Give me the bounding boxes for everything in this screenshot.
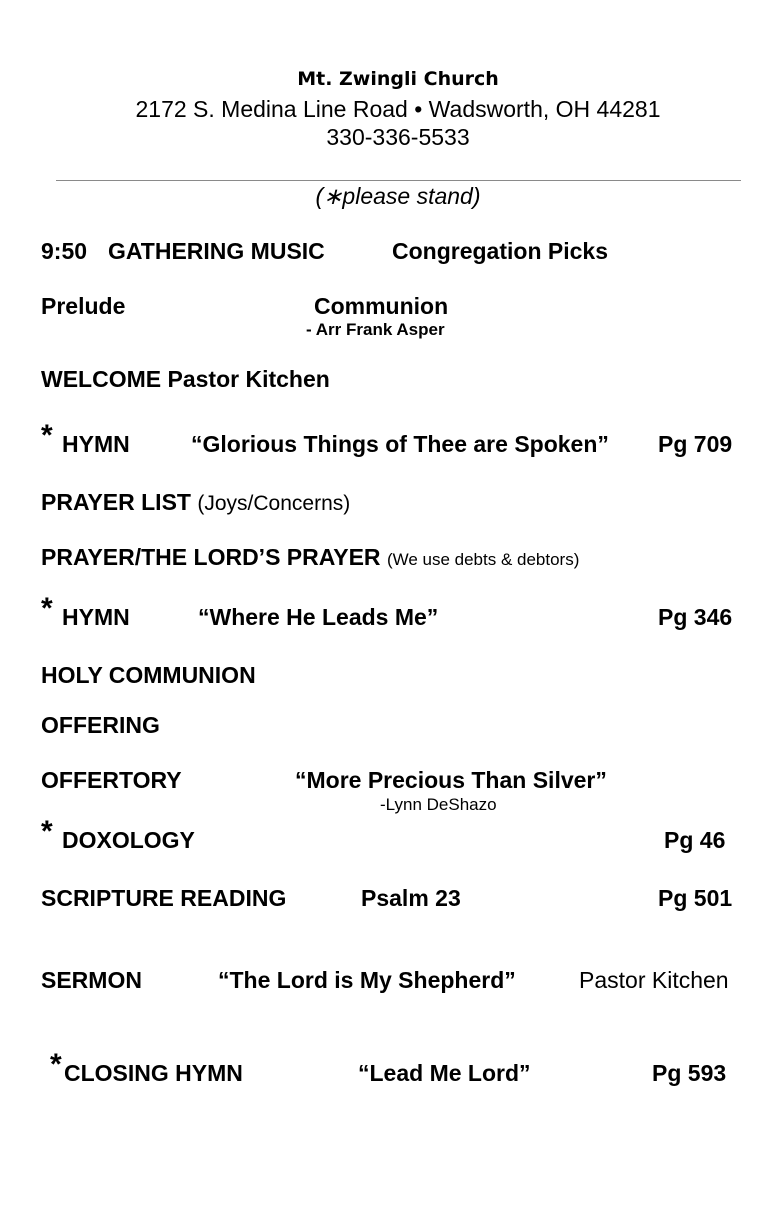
hymn1-page: Pg 709 bbox=[658, 431, 733, 457]
church-phone: 330-336-5533 bbox=[326, 124, 470, 150]
closing-hymn-page: Pg 593 bbox=[652, 1060, 727, 1086]
hymn2-page: Pg 346 bbox=[658, 604, 733, 630]
prelude-title: Communion bbox=[314, 293, 449, 319]
holy-communion-label: HOLY COMMUNION bbox=[41, 662, 256, 688]
welcome-detail: Pastor Kitchen bbox=[167, 366, 330, 392]
church-address: 2172 S. Medina Line Road • Wadsworth, OH 44281 bbox=[135, 96, 661, 122]
offertory-credit: -Lynn DeShazo bbox=[380, 795, 497, 814]
gathering-label: GATHERING MUSIC bbox=[108, 238, 325, 264]
prelude-label: Prelude bbox=[41, 293, 126, 319]
church-name: Mt. Zwingli Church bbox=[297, 68, 499, 90]
doxology-label: DOXOLOGY bbox=[62, 827, 195, 853]
welcome-item bbox=[41, 366, 330, 393]
header-divider bbox=[56, 180, 741, 181]
welcome-label: WELCOME bbox=[41, 366, 162, 392]
gathering-detail: Congregation Picks bbox=[392, 238, 608, 264]
hymn2-label: HYMN bbox=[62, 604, 130, 630]
lords-prayer-label: PRAYER/THE LORD’S PRAYER bbox=[41, 544, 381, 570]
gathering-time: 9:50 bbox=[41, 238, 88, 264]
stand-marker: * bbox=[50, 1048, 62, 1081]
prayer-list-label: PRAYER LIST bbox=[41, 489, 191, 515]
offertory-title: “More Precious Than Silver” bbox=[295, 767, 607, 793]
hymn1-title: “Glorious Things of Thee are Spoken” bbox=[191, 431, 609, 457]
offering-label: OFFERING bbox=[41, 712, 160, 738]
hymn2-title: “Where He Leads Me” bbox=[198, 604, 439, 630]
doxology-page: Pg 46 bbox=[664, 827, 726, 853]
sermon-title: “The Lord is My Shepherd” bbox=[218, 967, 516, 993]
scripture-label: SCRIPTURE READING bbox=[41, 885, 287, 911]
prayer-list-item bbox=[41, 489, 350, 516]
scripture-page: Pg 501 bbox=[658, 885, 733, 911]
closing-hymn-label: CLOSING HYMN bbox=[64, 1060, 243, 1086]
sermon-speaker: Pastor Kitchen bbox=[579, 967, 729, 993]
stand-marker: * bbox=[41, 815, 53, 848]
lords-prayer-detail: (We use debts & debtors) bbox=[386, 550, 580, 569]
stand-marker: * bbox=[41, 592, 53, 625]
prayer-list-detail: (Joys/Concerns) bbox=[197, 492, 351, 515]
hymn1-label: HYMN bbox=[62, 431, 130, 457]
sermon-label: SERMON bbox=[41, 967, 142, 993]
closing-hymn-title: “Lead Me Lord” bbox=[358, 1060, 531, 1086]
offertory-label: OFFERTORY bbox=[41, 767, 182, 793]
please-stand-note: (∗please stand) bbox=[315, 183, 481, 209]
stand-marker: * bbox=[41, 419, 53, 452]
prelude-credit: - Arr Frank Asper bbox=[306, 320, 445, 339]
scripture-title: Psalm 23 bbox=[361, 885, 461, 911]
lords-prayer-item bbox=[41, 544, 579, 571]
